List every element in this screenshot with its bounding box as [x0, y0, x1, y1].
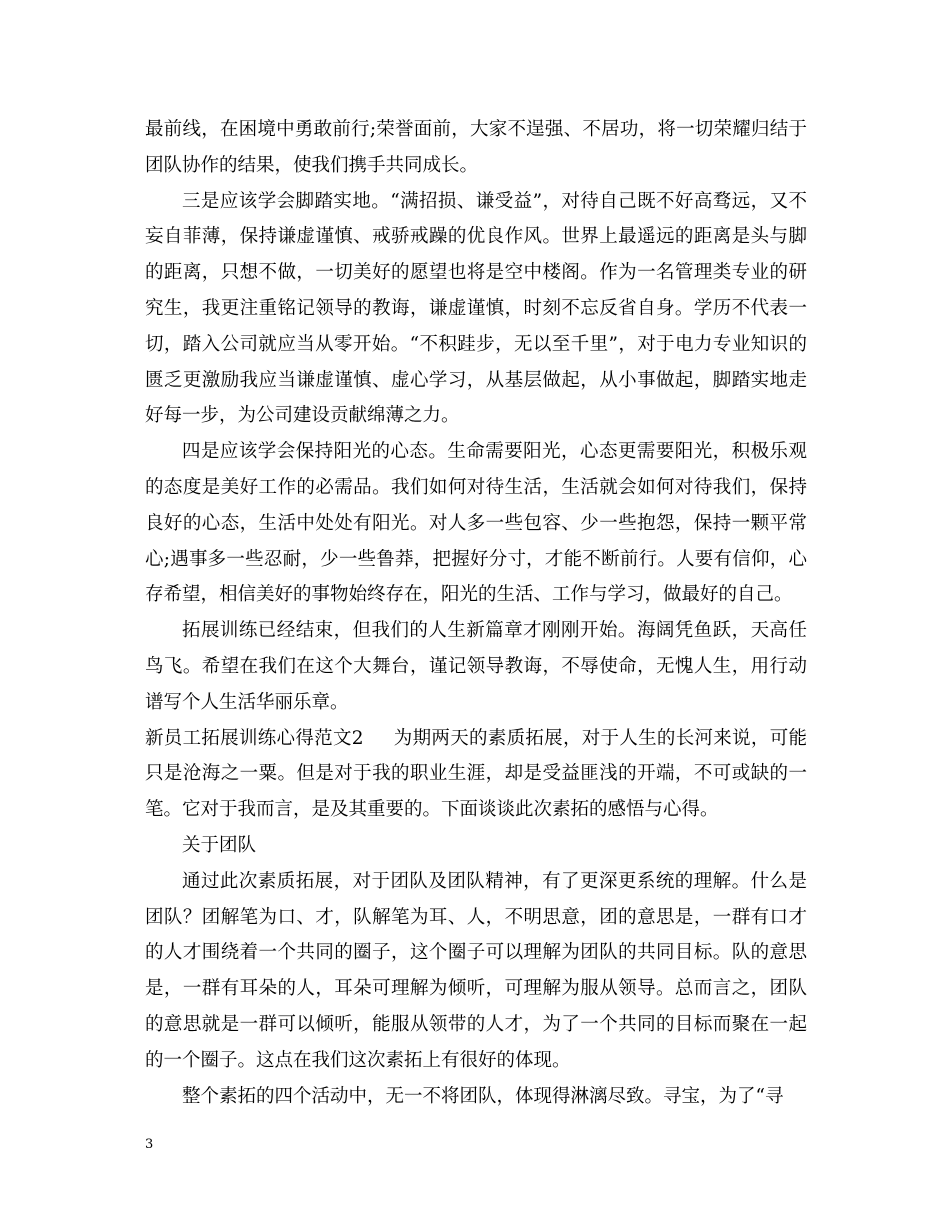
paragraph-team-meaning: 通过此次素质拓展，对于团队及团队精神，有了更深更系统的理解。什么是团队？团解笔为口、才，队解笔为耳、人，不明思意，团的意思是，一群有口才的人才围绕着一个共同的圈子，这个圈子可以理解为团队的共同目标。队的意思是，一群有耳朵的人，耳朵可理解为倾听，可理解为服从领导。总而言之，团队的意思就是一群可以倾听，能服从领带的人才，为了一个共同的目标而聚在一起的一个圈子。这点在我们这次素拓上有很好的体现。	[145, 870, 807, 1071]
essay-2-intro-text: 为期两天的素质拓展，对于人生的长河来说，可能只是沧海之一粟。但是对于我的职业生涯，却是受益匪浅的开端，不可或缺的一笔。它对于我而言，是及其重要的。下面谈谈此次素拓的感悟与心得。	[145, 727, 807, 821]
section-heading-team: 关于团队	[182, 834, 257, 856]
paragraph-point-three: 三是应该学会脚踏实地。“满招损、谦受益”，对待自己既不好高骛远，又不妄自菲薄，保持谦虚谨慎、戒骄戒躁的优良作风。世界上最遥远的距离是头与脚的距离，只想不做，一切美好的愿望也将是空中楼阁。作为一名管理类专业的研究生，我更注重铭记领导的教诲，谦虚谨慎，时刻不忘反省自身。学历不代表一切，踏入公司就应当从零开始。“不积跬步，无以至千里”，对于电力专业知识的匮乏更激励我应当谦虚谨慎、虚心学习，从基层做起，从小事做起，脚踏实地走好每一步，为公司建设贡献绵薄之力。	[145, 190, 807, 427]
document-body	[145, 112, 807, 1114]
paragraph-point-four: 四是应该学会保持阳光的心态。生命需要阳光，心态更需要阳光，积极乐观的态度是美好工作的必需品。我们如何对待生活，生活就会如何对待我们，保持良好的心态，生活中处处有阳光。对人多一些包容、少一些抱怨，保持一颗平常心;遇事多一些忍耐，少一些鲁莽，把握好分寸，才能不断前行。人要有信仰，心存希望，相信美好的事物始终存在，阳光的生活、工作与学习，做最好的自己。	[145, 441, 807, 606]
essay-2-title: 新员工拓展训练心得范文2	[145, 727, 364, 749]
paragraph-continuation: 最前线，在困境中勇敢前行;荣誉面前，大家不逞强、不居功，将一切荣耀归结于团队协作的结果，使我们携手共同成长。	[145, 119, 807, 176]
page-number: 3	[145, 1137, 154, 1152]
essay-2-intro-paragraph	[145, 721, 807, 828]
paragraph-conclusion: 拓展训练已经结束，但我们的人生新篇章才刚刚开始。海阔凭鱼跃，天高任鸟飞。希望在我们在这个大舞台，谨记领导教诲，不辱使命，无愧人生，用行动谱写个人生活华丽乐章。	[145, 620, 807, 713]
paragraph-activities: 整个素拓的四个活动中，无一不将团队，体现得淋漓尽致。寻宝，为了“寻	[182, 1085, 784, 1107]
